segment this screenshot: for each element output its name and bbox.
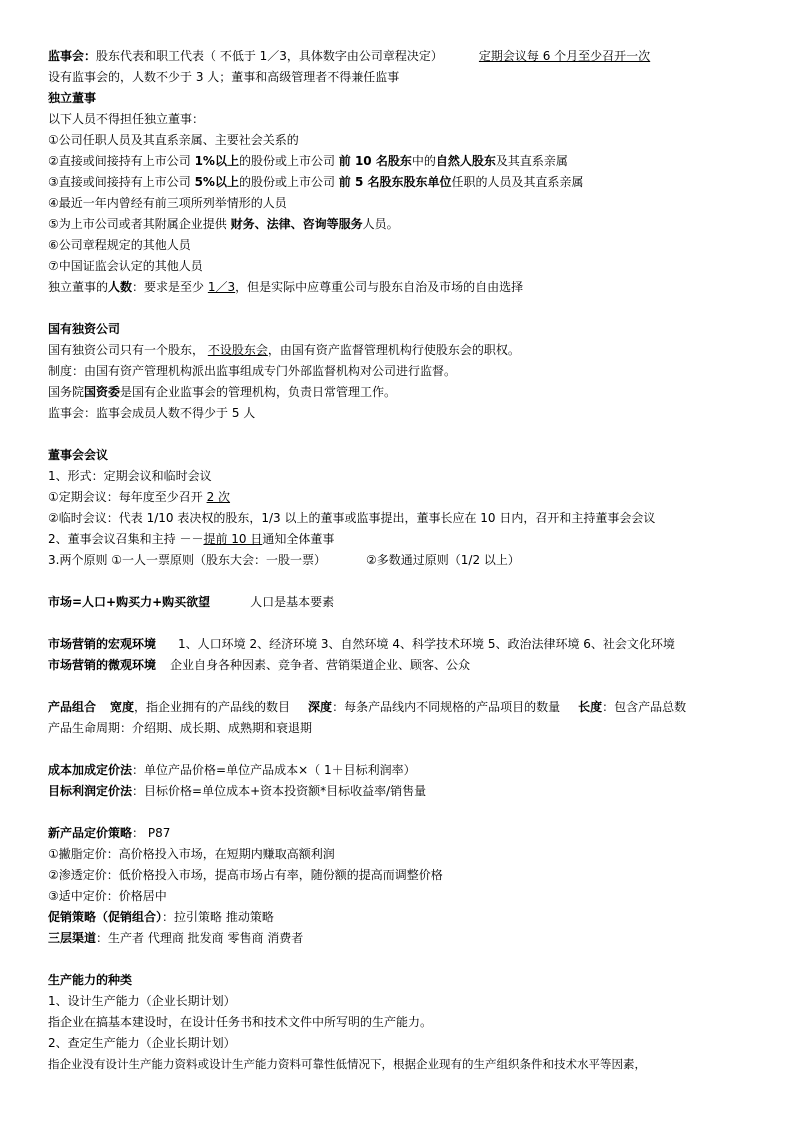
line-macro-environment: 市场营销的宏观环境 1、人口环境 2、经济环境 3、自然环境 4、科学技术环境 5、政治法律环境 6、社会文化环境: [48, 637, 675, 651]
list-item: ①撇脂定价：高价格投入市场，在短期内赚取高额利润: [48, 847, 335, 861]
text-line: 2、查定生产能力（企业长期计划）: [48, 1036, 236, 1050]
text-line: 1、设计生产能力（企业长期计划）: [48, 994, 236, 1008]
line-channels: 三层渠道：生产者 代理商 批发商 零售商 消费者: [48, 931, 304, 945]
line-micro-environment: 市场营销的微观环境 企业自身各种因素、竞争者、营销渠道企业、顾客、公众: [48, 658, 471, 672]
heading-state-owned: 国有独资公司: [48, 322, 121, 336]
line-new-product-pricing: 新产品定价策略： P87: [48, 826, 171, 840]
list-item: ②渗透定价：低价格投入市场，提高市场占有率，随份额的提高而调整价格: [48, 868, 443, 882]
line-target-profit: 目标利润定价法：目标价格=单位成本+资本投资额*目标收益率/销售量: [48, 784, 427, 798]
list-item: ⑥公司章程规定的其他人员: [48, 238, 191, 252]
text-line: 制度：由国有资产管理机构派出监事组成专门外部监督机构对公司进行监督。: [48, 364, 457, 378]
line-supervisory-board: 监事会：股东代表和职工代表（ 不低于 1／3，具体数字由公司章程决定） 定期会议每 6 个月至少召开一次: [48, 49, 651, 63]
list-item: ①公司任职人员及其直系亲属、主要社会关系的: [48, 133, 299, 147]
text-line: 产品生命周期：介绍期、成长期、成熟期和衰退期: [48, 721, 313, 735]
text-line: 独立董事的人数：要求是至少 1／3，但是实际中应尊重公司与股东自治及市场的自由选择: [48, 280, 524, 294]
heading-capacity: 生产能力的种类: [48, 973, 133, 987]
list-item: ④最近一年内曾经有前三项所列举情形的人员: [48, 196, 287, 210]
text-line: 2、董事会议召集和主持 －－提前 10 日通知全体董事: [48, 532, 335, 546]
line-supervisor-count: 设有监事会的，人数不少于 3 人；董事和高级管理者不得兼任监事: [48, 70, 400, 84]
heading-independent-director: 独立董事: [48, 91, 97, 105]
line-product-mix: 产品组合 宽度，指企业拥有的产品线的数目 深度：每条产品线内不同规格的产品项目的数量 长度：包含产品总数: [48, 700, 687, 714]
text-line: 指企业没有设计生产能力资料或设计生产能力资料可靠性低情况下，根据企业现有的生产组织条件和技术水平等因素，: [48, 1057, 646, 1071]
heading-board-meeting: 董事会会议: [48, 448, 109, 462]
list-item: ②直接或间接持有上市公司 1%以上的股份或上市公司 前 10 名股东中的自然人股东及其直系亲属: [48, 154, 568, 168]
text-line: 国务院国资委是国有企业监事会的管理机构，负责日常管理工作。: [48, 385, 397, 399]
list-item: ⑦中国证监会认定的其他人员: [48, 259, 203, 273]
text-line: 3.两个原则 ①一人一票原则（股东大会：一股一票） ②多数通过原则（1/2 以上）: [48, 553, 520, 567]
list-item: ③适中定价：价格居中: [48, 889, 167, 903]
list-item: ⑤为上市公司或者其附属企业提供 财务、法律、咨询等服务人员。: [48, 217, 399, 231]
list-item: ③直接或间接持有上市公司 5%以上的股份或上市公司 前 5 名股东股东单位任职的人员及其直系亲属: [48, 175, 584, 189]
list-item: ②临时会议：代表 1/10 表决权的股东，1/3 以上的董事或监事提出，董事长应在 10 日内，召开和主持董事会会议: [48, 511, 656, 525]
text-line: 监事会：监事会成员人数不得少于 5 人: [48, 406, 256, 420]
line-market-formula: 市场=人口+购买力+购买欲望 人口是基本要素: [48, 595, 335, 609]
line-cost-plus: 成本加成定价法：单位产品价格=单位产品成本×（ 1＋目标利润率）: [48, 763, 416, 777]
text-line: 国有独资公司只有一个股东， 不设股东会，由国有资产监督管理机构行使股东会的职权。: [48, 343, 520, 357]
text-line: 1、形式：定期会议和临时会议: [48, 469, 212, 483]
list-item: ①定期会议：每年度至少召开 2 次: [48, 490, 231, 504]
line-promotion: 促销策略（促销组合）：拉引策略 推动策略: [48, 910, 274, 924]
text-line: 以下人员不得担任独立董事：: [48, 112, 205, 126]
text-line: 指企业在搞基本建设时，在设计任务书和技术文件中所写明的生产能力。: [48, 1015, 433, 1029]
